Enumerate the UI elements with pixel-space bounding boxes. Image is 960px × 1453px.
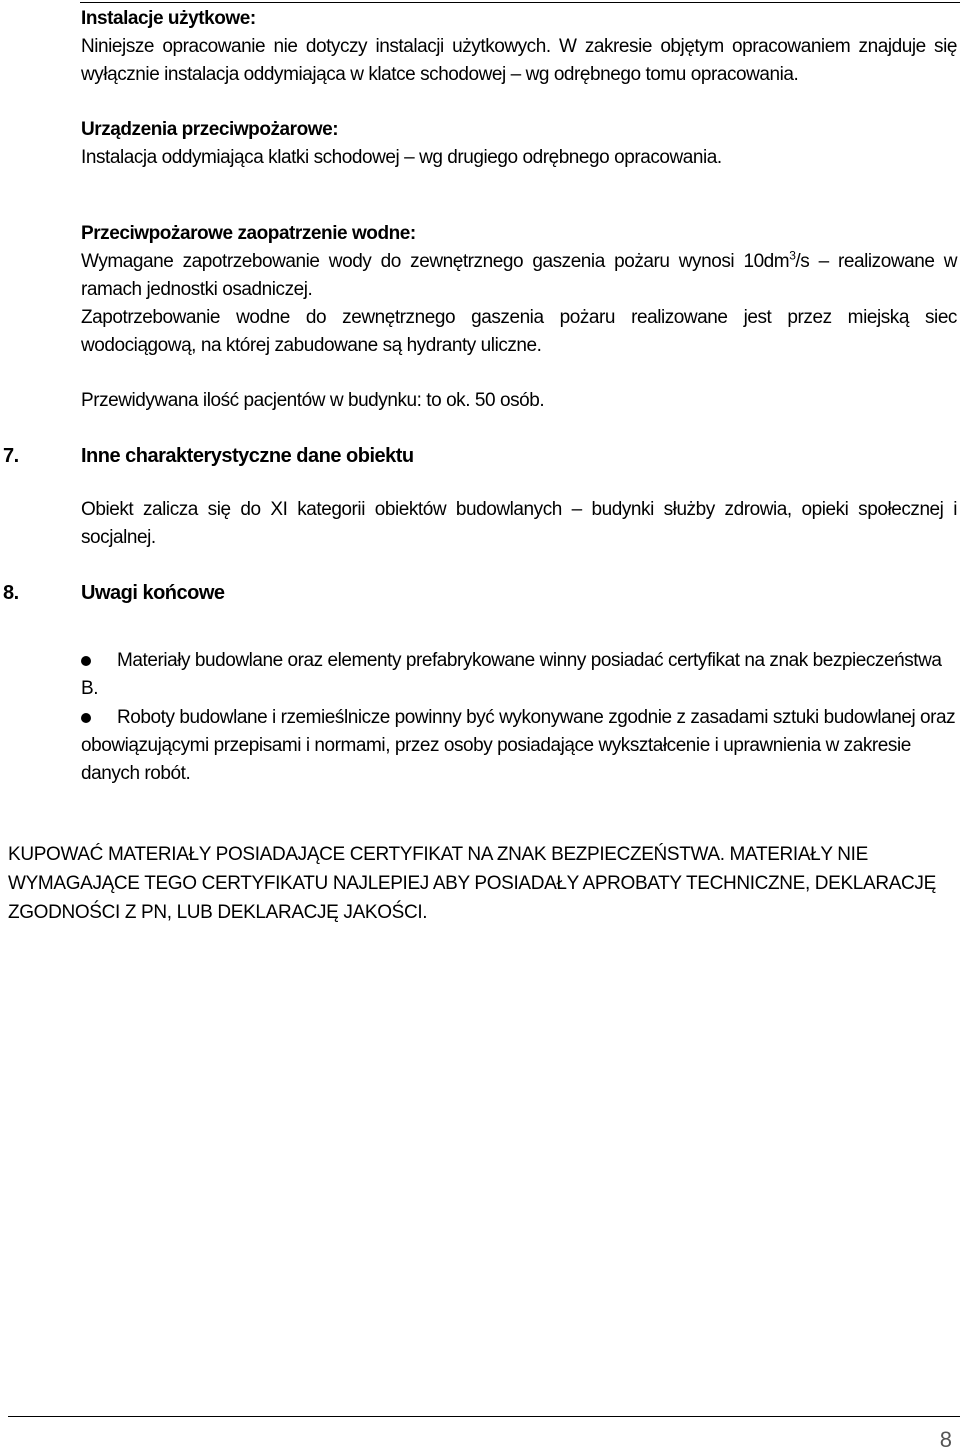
list-item (81, 704, 957, 788)
footer-rule (8, 1416, 960, 1417)
installations-heading: Instalacje użytkowe: (81, 8, 256, 29)
section-8-title: Uwagi końcowe (81, 582, 225, 604)
section-8-heading (3, 579, 957, 607)
closing-note: KUPOWAĆ MATERIAŁY POSIADAJĄCE CERTYFIKAT NA ZNAK BEZPIECZEŃSTWA. MATERIAŁY NIE WYMAGAJĄCE TEGO CERTYFIKATU NAJLEPIEJ ABY POSIADAŁY APROBATY TECHNICZNE, DEKLARACJĘ ZGODNOŚCI Z PN, LUB DEKLARACJĘ JAKOŚCI. (8, 844, 936, 923)
bullet-icon (81, 713, 91, 723)
water-supply-paragraph-2: Zapotrzebowanie wodne do zewnętrznego gaszenia pożaru realizowane jest przez miejską siec wodociągową, na której zabudowane są hydranty uliczne. (81, 307, 957, 356)
water-supply-paragraph-3: Przewidywana ilość pacjentów w budynku: to ok. 50 osób. (81, 390, 545, 411)
water-supply-body1-pre: Wymagane zapotrzebowanie wody do zewnętrznego gaszenia pożaru wynosi 10dm (81, 251, 790, 272)
top-rule (80, 2, 960, 3)
fire-devices-body: Instalacja oddymiająca klatki schodowej – wg drugiego odrębnego opracowania. (81, 147, 722, 168)
water-supply-heading: Przeciwpożarowe zaopatrzenie wodne: (81, 223, 416, 244)
remarks-list (81, 647, 957, 788)
page-number: 8 (939, 1427, 952, 1452)
section-8-number: 8. (3, 582, 19, 604)
section-7-title: Inne charakterystyczne dane obiektu (81, 445, 414, 467)
page-content (3, 5, 957, 788)
section-7-number: 7. (3, 445, 19, 467)
water-supply-paragraph-1 (81, 248, 957, 304)
water-supply-body1-post: /s – realizowane w ramach jednostki osadniczej. (81, 251, 957, 300)
fire-devices-heading: Urządzenia przeciwpożarowe: (81, 119, 339, 140)
section-7-body: Obiekt zalicza się do XI kategorii obiektów budowlanych – budynki służby zdrowia, opieki społecznej i socjalnej. (81, 499, 957, 548)
installations-body: Niniejsze opracowanie nie dotyczy instalacji użytkowych. W zakresie objętym opracowaniem znajduje się wyłącznie instalacja oddymiająca w klatce schodowej – wg odrębnego tomu opracowania. (81, 36, 957, 85)
section-7-heading (3, 442, 957, 470)
list-item-text: Roboty budowlane i rzemieślnicze powinny być wykonywane zgodnie z zasadami sztuki budowlanej oraz obowiązującymi przepisami i normami, przez osoby posiadające wykształcenie i uprawnienia w zakresie danych robót. (81, 707, 956, 784)
list-item (81, 647, 957, 703)
bullet-icon (81, 656, 91, 666)
water-supply-body1-sup: 3 (789, 248, 796, 263)
list-item-text: Materiały budowlane oraz elementy prefabrykowane winny posiadać certyfikat na znak bezpieczeństwa B. (81, 650, 942, 699)
